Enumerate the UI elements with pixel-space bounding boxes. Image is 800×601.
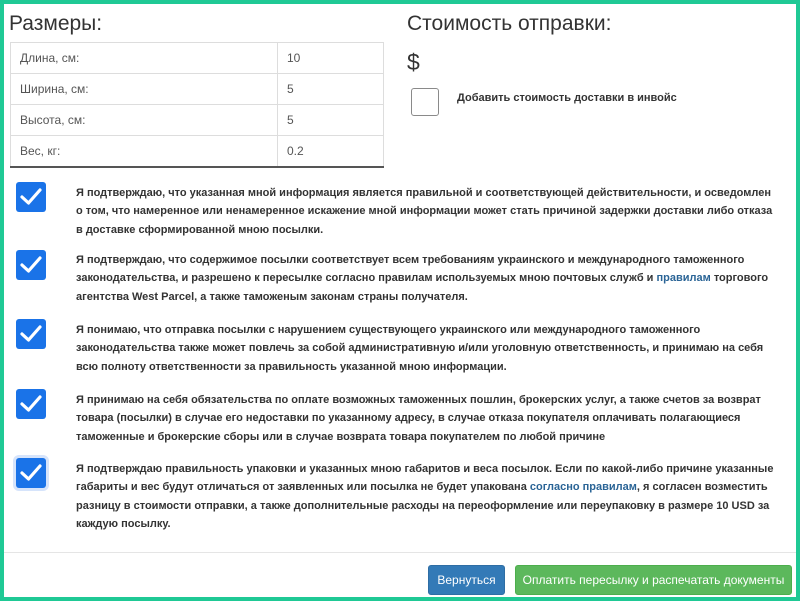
table-row — [11, 105, 384, 136]
add-to-invoice-label[interactable]: Добавить стоимость доставки в инвойс — [457, 92, 677, 104]
term-3-checkbox[interactable] — [16, 319, 46, 349]
term-4-checkbox[interactable] — [16, 389, 46, 419]
term-5-text — [76, 460, 776, 533]
checkmark-icon — [20, 187, 42, 207]
term-5-text-end: , я согласен возместить разницу в стоимости отправки, а также дополнительные расходы на переоформление или переупаковку в размере 10 USD за каждую посылку. — [76, 481, 770, 530]
rules-link[interactable]: правилам — [656, 272, 711, 285]
length-label: Длина, см: — [11, 43, 278, 74]
pay-and-print-button[interactable]: Оплатить пересылку и распечатать документы — [515, 565, 792, 595]
term-2-text-start: Я подтверждаю, что содержимое посылки соответствует всем требованиям украинского и международного таможенного законодательства, и разрешено к пересылке согласно правилам используемых мною почтовых служб и — [76, 254, 745, 285]
height-label: Высота, см: — [11, 105, 278, 136]
table-row — [11, 43, 384, 74]
sizes-title: Размеры: — [9, 12, 103, 35]
back-button[interactable]: Вернуться — [428, 565, 505, 595]
term-2-checkbox[interactable] — [16, 250, 46, 280]
according-to-rules-link[interactable]: согласно правилам — [529, 481, 637, 494]
weight-value: 0.2 — [278, 136, 384, 168]
term-5-checkbox[interactable] — [16, 458, 46, 488]
checkmark-icon — [20, 324, 42, 344]
term-1-text: Я подтверждаю, что указанная мной информация является правильной и соответствующей действительности, и осведомлен о том, что намеренное или ненамеренное искажение мной информации может стать причиной задержки доставки либо отказа в доставке сформированной мною посылки. — [76, 187, 773, 236]
width-label: Ширина, см: — [11, 74, 278, 105]
checkmark-icon — [20, 255, 42, 275]
table-row — [11, 136, 384, 168]
term-2-text-end: торгового агентства West Parcel, а также таможеным законам страны получателя. — [76, 272, 769, 303]
width-value: 5 — [278, 74, 384, 105]
length-value: 10 — [278, 43, 384, 74]
dimensions-table — [10, 42, 384, 168]
checkmark-icon — [20, 394, 42, 414]
weight-label: Вес, кг: — [11, 136, 278, 168]
footer-divider — [4, 552, 796, 553]
term-3-text: Я понимаю, что отправка посылки с нарушением существующего украинского или международного таможенного законодательства также может повлечь за собой административную и/или уголовную ответственность, и принимаю на себя всю полноту ответственности за правильность указанной мною информации. — [76, 324, 764, 373]
term-2-text — [76, 251, 776, 306]
term-5-text-start: Я подтверждаю правильность упаковки и указанных мною габаритов и веса посылок. Если по какой-либо причине указанные габариты и вес будут отличаться от заявленных или посылка не будет упакована — [76, 463, 774, 494]
shipment-panel — [4, 4, 796, 597]
currency-sign: $ — [407, 49, 420, 75]
height-value: 5 — [278, 105, 384, 136]
checkmark-icon — [20, 463, 42, 483]
term-1-checkbox[interactable] — [16, 182, 46, 212]
shipping-cost-title: Стоимость отправки: — [407, 12, 612, 35]
term-4-text: Я принимаю на себя обязательства по оплате возможных таможенных пошлин, брокерских услуг, а также счетов за возврат товара (посылки) в случае его недоставки по указанному адресу, в случае отказа покупателя оплачивать полагающиеся таможенные и брокерские сборы или в случае возврата товара покупателем по любой причине — [76, 394, 761, 443]
add-to-invoice-checkbox[interactable] — [411, 88, 439, 116]
table-row — [11, 74, 384, 105]
